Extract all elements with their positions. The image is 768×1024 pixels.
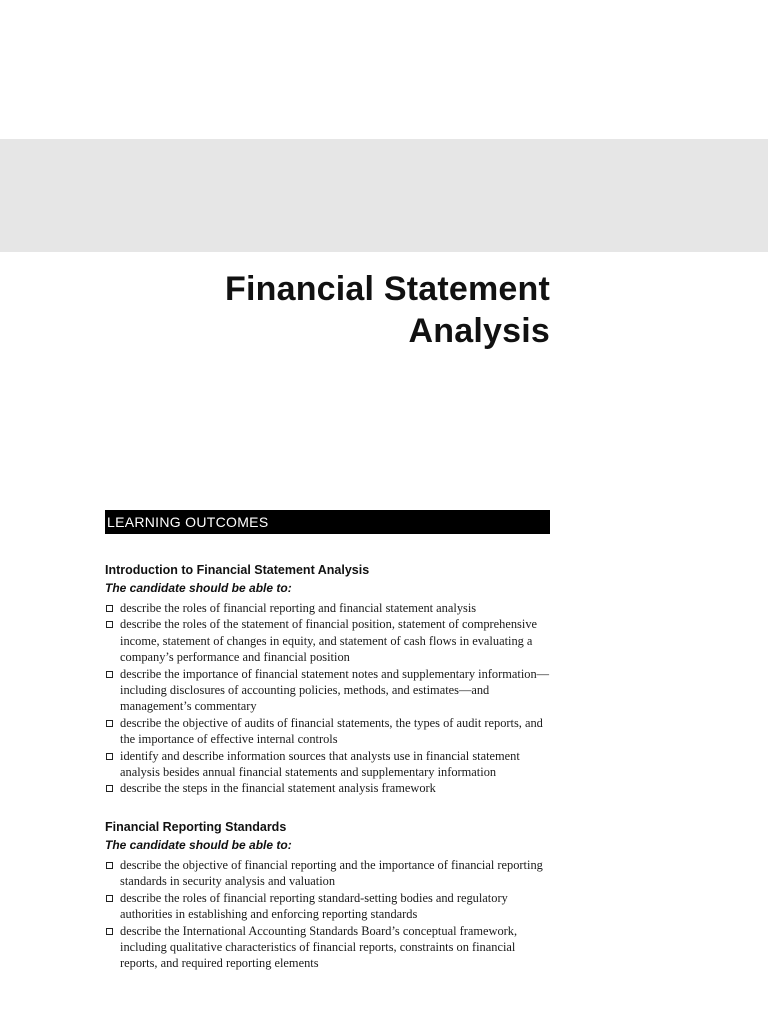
list-item [105,616,555,665]
checkbox-square-icon [106,720,113,727]
list-item [105,600,555,616]
checkbox-square-icon [106,621,113,628]
outcome-text: describe the objective of financial reporting and the importance of financial reporting standards in security analysis and valuation [120,858,543,889]
list-item [105,890,555,923]
list-item [105,748,555,781]
section-subtitle: The candidate should be able to: [105,838,292,852]
checkbox-square-icon [106,785,113,792]
checkbox-square-icon [106,605,113,612]
outcome-text: describe the steps in the financial statement analysis framework [120,781,436,796]
checkbox-square-icon [106,895,113,902]
outcome-list [105,600,555,797]
list-item [105,780,555,796]
outcome-text: describe the International Accounting Standards Board’s conceptual framework, including qualitative characteristics of financial reports, constraints on financial reports, and required reporting elements [120,923,518,971]
checkbox-square-icon [106,928,113,935]
outcome-text: describe the roles of financial reporting standard-setting bodies and regulatory authorities in establishing and enforcing reporting standards [120,890,508,922]
list-item [105,666,555,715]
outcome-list [105,857,555,972]
chapter-title-line-2: Analysis [408,312,550,350]
learning-outcomes-header: LEARNING OUTCOMES [105,510,550,534]
outcome-text: describe the objective of audits of financial statements, the types of audit reports, and the importance of effective internal controls [120,715,543,747]
chapter-title [150,268,550,352]
outcome-text: identify and describe information sources that analysts use in financial statement analysis besides annual financial statements and supplementary information [120,748,520,780]
header-band [0,139,768,252]
chapter-title-line-1: Financial Statement [225,270,550,308]
outcome-text: describe the importance of financial statement notes and supplementary information—including disclosures of accounting policies, methods, and estimates—and management’s commentary [120,666,550,714]
checkbox-square-icon [106,753,113,760]
list-item [105,715,555,748]
section-title: Introduction to Financial Statement Analysis [105,563,370,577]
section-financial-reporting-standards [105,818,555,972]
outcome-text: describe the roles of the statement of financial position, statement of comprehensive income, statement of changes in equity, and statement of cash flows in evaluating a company’s performance and financial position [120,617,538,665]
section-subtitle: The candidate should be able to: [105,581,292,595]
list-item [105,857,555,890]
outcome-text: describe the roles of financial reporting and financial statement analysis [120,601,477,615]
checkbox-square-icon [106,862,113,869]
section-intro-financial-statement-analysis [105,561,555,797]
checkbox-square-icon [106,671,113,678]
list-item [105,923,555,972]
section-title: Financial Reporting Standards [105,820,287,834]
